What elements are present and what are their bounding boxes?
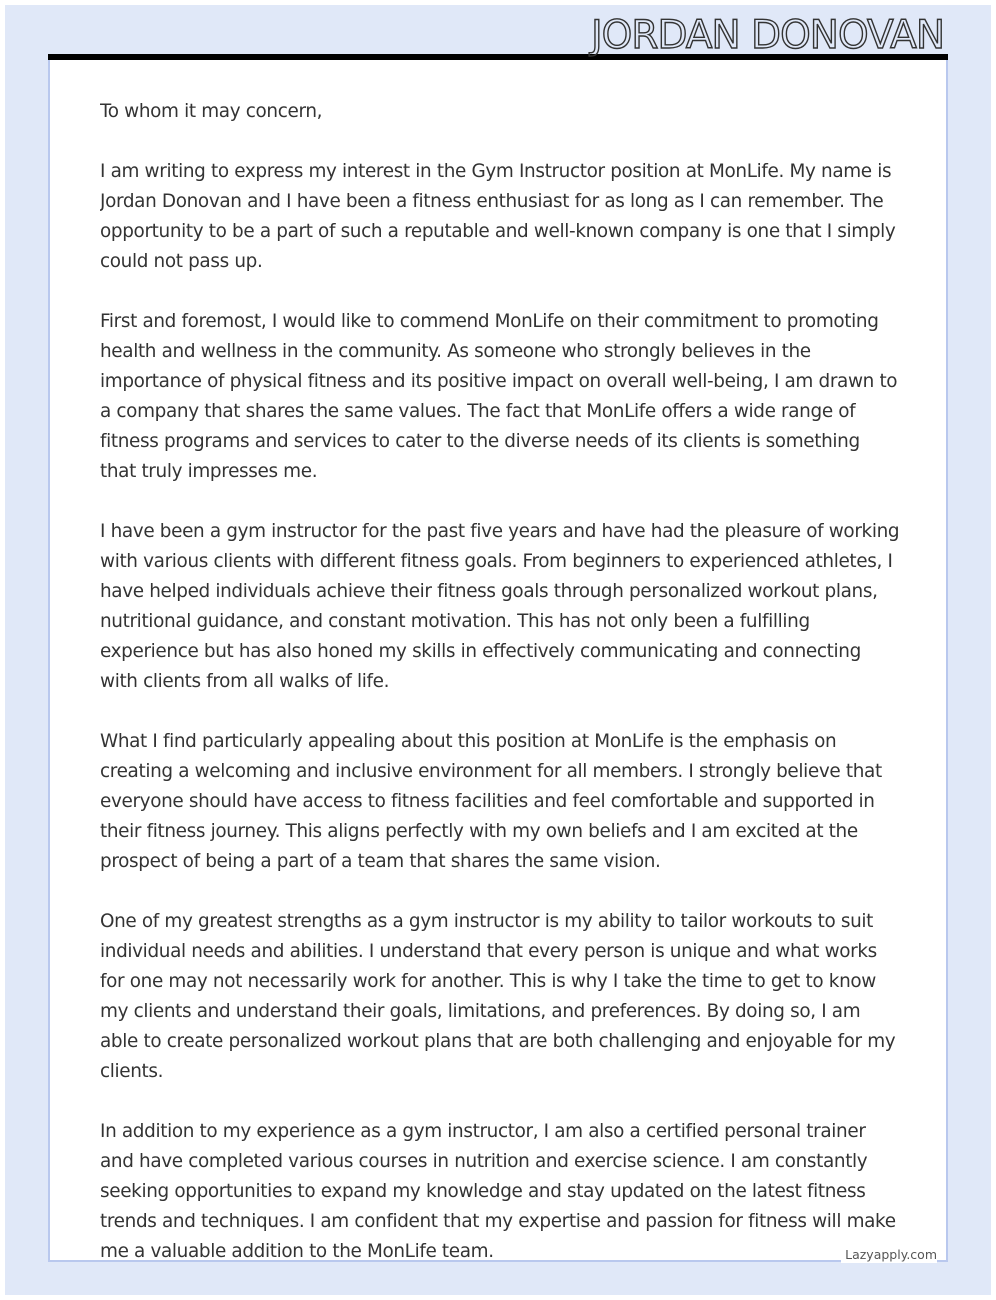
letter-paragraph: I am writing to express my interest in the Gym Instructor position at MonLife. My name is Jordan Donovan and I have been a fitness enthusiast for as long as I can remember. The opportunity to be a part of such a reputable and well-known company is one that I simply could not pass up. xyxy=(100,161,896,272)
watermark-link[interactable]: Lazyapply.com xyxy=(841,1247,937,1263)
letter-salutation: To whom it may concern, xyxy=(100,101,323,122)
letter-paragraph: In addition to my experience as a gym instructor, I am also a certified personal trainer and have completed various courses in nutrition and exercise science. I am constantly seeking opportunities to expand my knowledge and stay updated on the latest fitness trends and techniques. I am confident that my expertise and passion for fitness will make me a valuable addition to the MonLife team. xyxy=(100,1121,896,1261)
letter-paragraph: One of my greatest strengths as a gym instructor is my ability to tailor workouts to suit individual needs and abilities. I understand that every person is unique and what works for one may not necessarily work for another. This is why I take the time to get to know my clients and understand their goals, limitations, and preferences. By doing so, I am able to create personalized workout plans that are both challenging and enjoyable for my clients. xyxy=(100,911,896,1082)
letter-paragraph: First and foremost, I would like to commend MonLife on their commitment to promoting health and wellness in the community. As someone who strongly believes in the importance of physical fitness and its positive impact on overall well-being, I am drawn to a company that shares the same values. The fact that MonLife offers a wide range of fitness programs and services to cater to the diverse needs of its clients is something that truly impresses me. xyxy=(100,311,898,482)
letter-paragraph: I have been a gym instructor for the past five years and have had the pleasure of working with various clients with different fitness goals. From beginners to experienced athletes, I have helped individuals achieve their fitness goals through personalized workout plans, nutritional guidance, and constant motivation. This has not only been a fulfilling experience but has also honed my skills in effectively communicating and connecting with clients from all walks of life. xyxy=(100,521,900,692)
letter-paragraph: What I find particularly appealing about this position at MonLife is the emphasis on creating a welcoming and inclusive environment for all members. I strongly believe that everyone should have access to fitness facilities and feel comfortable and supported in their fitness journey. This aligns perfectly with my own beliefs and I am excited at the prospect of being a part of a team that shares the same vision. xyxy=(100,731,882,872)
letter-body xyxy=(100,97,900,1261)
applicant-name: JORDAN DONOVAN xyxy=(591,13,944,58)
